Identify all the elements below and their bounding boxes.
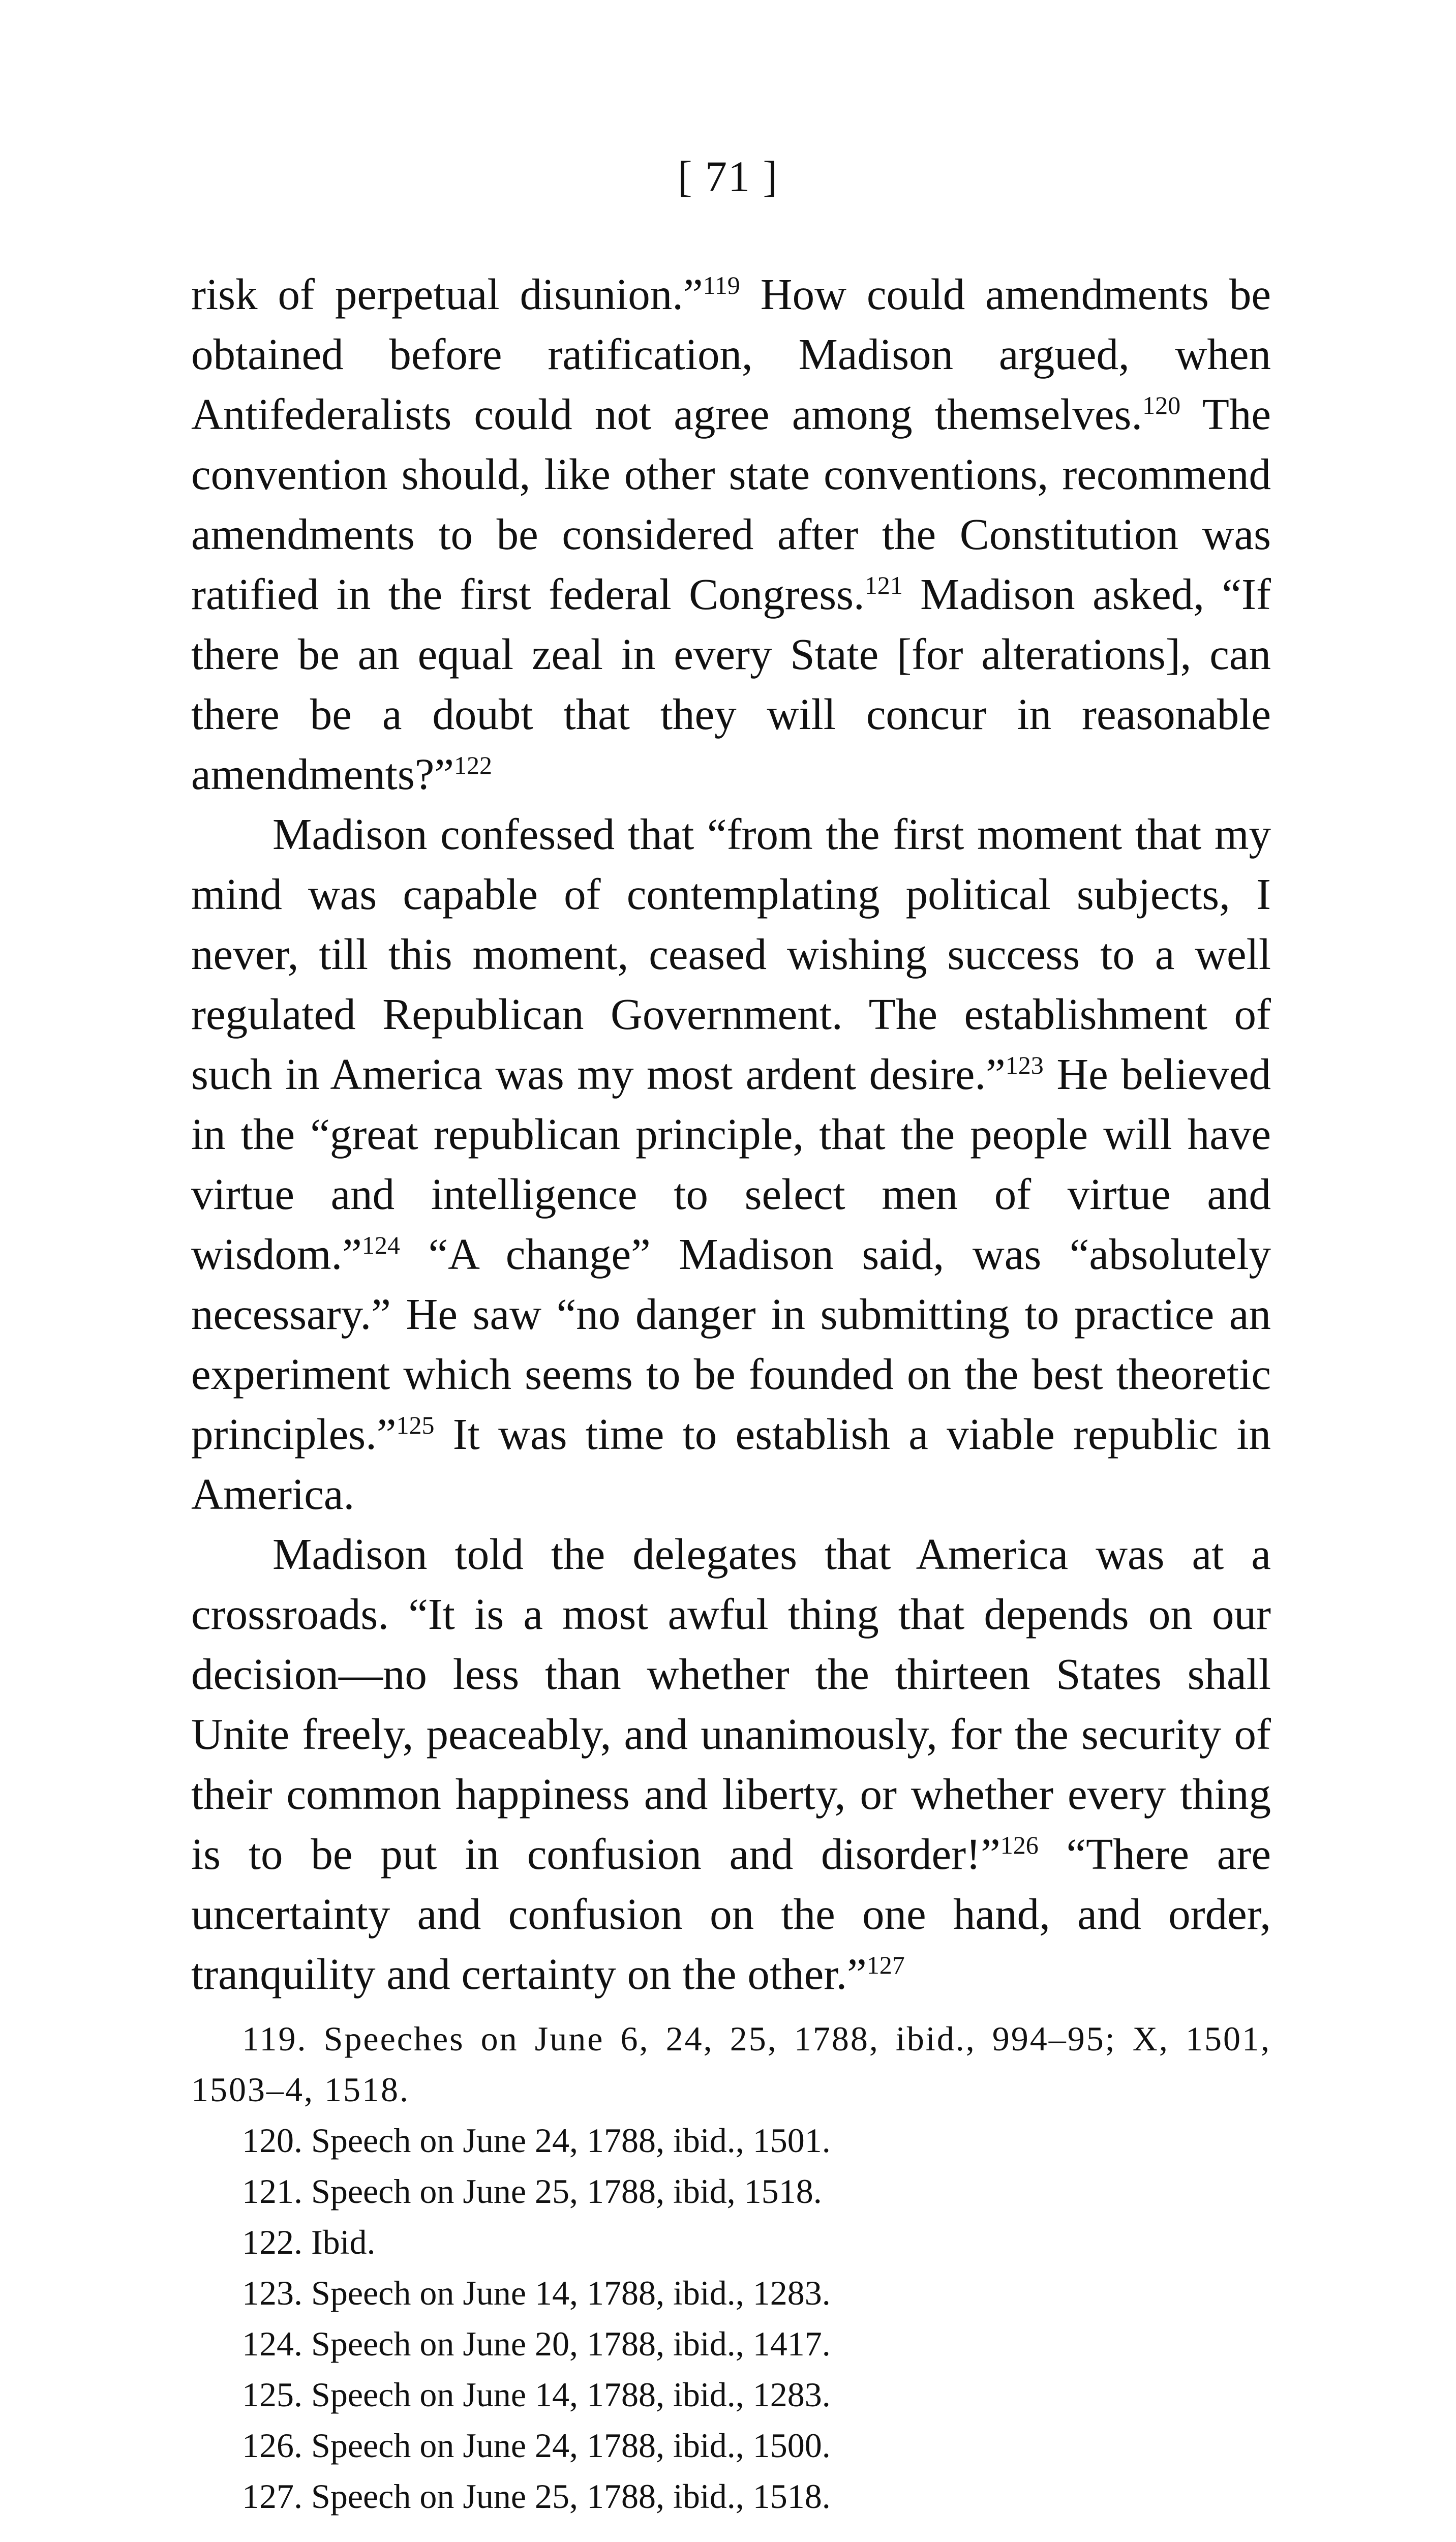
paragraph — [191, 1524, 1271, 2004]
paragraph — [191, 804, 1271, 1524]
footnote: 119. Speeches on June 6, 24, 25, 1788, ibid., 994–95; X, 1501, 1503–4, 1518. — [191, 2019, 1271, 2109]
footnote-ref: 123 — [1005, 1051, 1044, 1079]
footnotes — [191, 2013, 1271, 2522]
text-run: Madison told the delegates that America was at a crossroads. “It is a most awful thing that depends on our decision—no less than whether the thirteen States shall Unite freely, peaceably, and unanimously, for the security of their common happiness and liberty, or whether every thing is to be put in confusion and disorder!” — [191, 1529, 1271, 1879]
footnote-ref: 127 — [866, 1951, 905, 1979]
text-run: How could amendments be obtained before ratification, Madison argued, when Antifederalists could not agree among themselves. — [191, 269, 1271, 439]
footnote: 124. Speech on June 20, 1788, ibid., 1417. — [242, 2324, 831, 2363]
text-run: “A change” Madison said, was “absolutely necessary.” He saw “no danger in submitting to practice an experiment which seems to be founded on the best theoretic principles.” — [191, 1229, 1271, 1459]
text-run: The convention should, like other state conventions, recommend amendments to be considered after the Constitution was ratified in the first federal Congress. — [191, 389, 1271, 619]
footnote-ref: 125 — [396, 1411, 435, 1439]
footnote: 122. Ibid. — [242, 2223, 376, 2261]
text-run: “There are uncertainty and confusion on the one hand, and order, tranquility and certainty on the other.” — [191, 1829, 1271, 1999]
text-run: It was time to establish a viable republic in America. — [191, 1409, 1271, 1519]
footnote-ref: 120 — [1142, 391, 1181, 419]
text-run: He believed in the “great republican principle, that the people will have virtue and intelligence to select men of virtue and wisdom.” — [191, 1049, 1271, 1279]
footnote-ref: 122 — [453, 751, 492, 779]
footnote: 120. Speech on June 24, 1788, ibid., 1501. — [242, 2121, 831, 2160]
footnote-ref: 126 — [1000, 1831, 1039, 1859]
footnote-ref: 119 — [703, 271, 740, 299]
footnote: 123. Speech on June 14, 1788, ibid., 1283. — [242, 2274, 831, 2312]
footnote-ref: 124 — [361, 1231, 400, 1259]
footnote: 121. Speech on June 25, 1788, ibid, 1518. — [242, 2172, 822, 2211]
footnote: 125. Speech on June 14, 1788, ibid., 1283. — [242, 2375, 831, 2414]
text-run: Madison confessed that “from the first moment that my mind was capable of contemplating political subjects, I never, till this moment, ceased wishing success to a well regulated Republican Government. The establishment of such in America was my most ardent desire.” — [191, 809, 1271, 1099]
body-text — [191, 264, 1271, 2004]
footnote: 127. Speech on June 25, 1788, ibid., 1518. — [242, 2477, 831, 2516]
footnote-ref: 121 — [864, 571, 903, 599]
page-number: [ 71 ] — [677, 152, 779, 201]
text-run: Madison asked, “If there be an equal zeal in every State [for alterations], can there be a doubt that they will concur in reasonable amendments?” — [191, 569, 1271, 799]
text-run: risk of perpetual disunion.” — [191, 269, 703, 319]
paragraph — [191, 264, 1271, 804]
footnote: 126. Speech on June 24, 1788, ibid., 1500. — [242, 2426, 831, 2465]
